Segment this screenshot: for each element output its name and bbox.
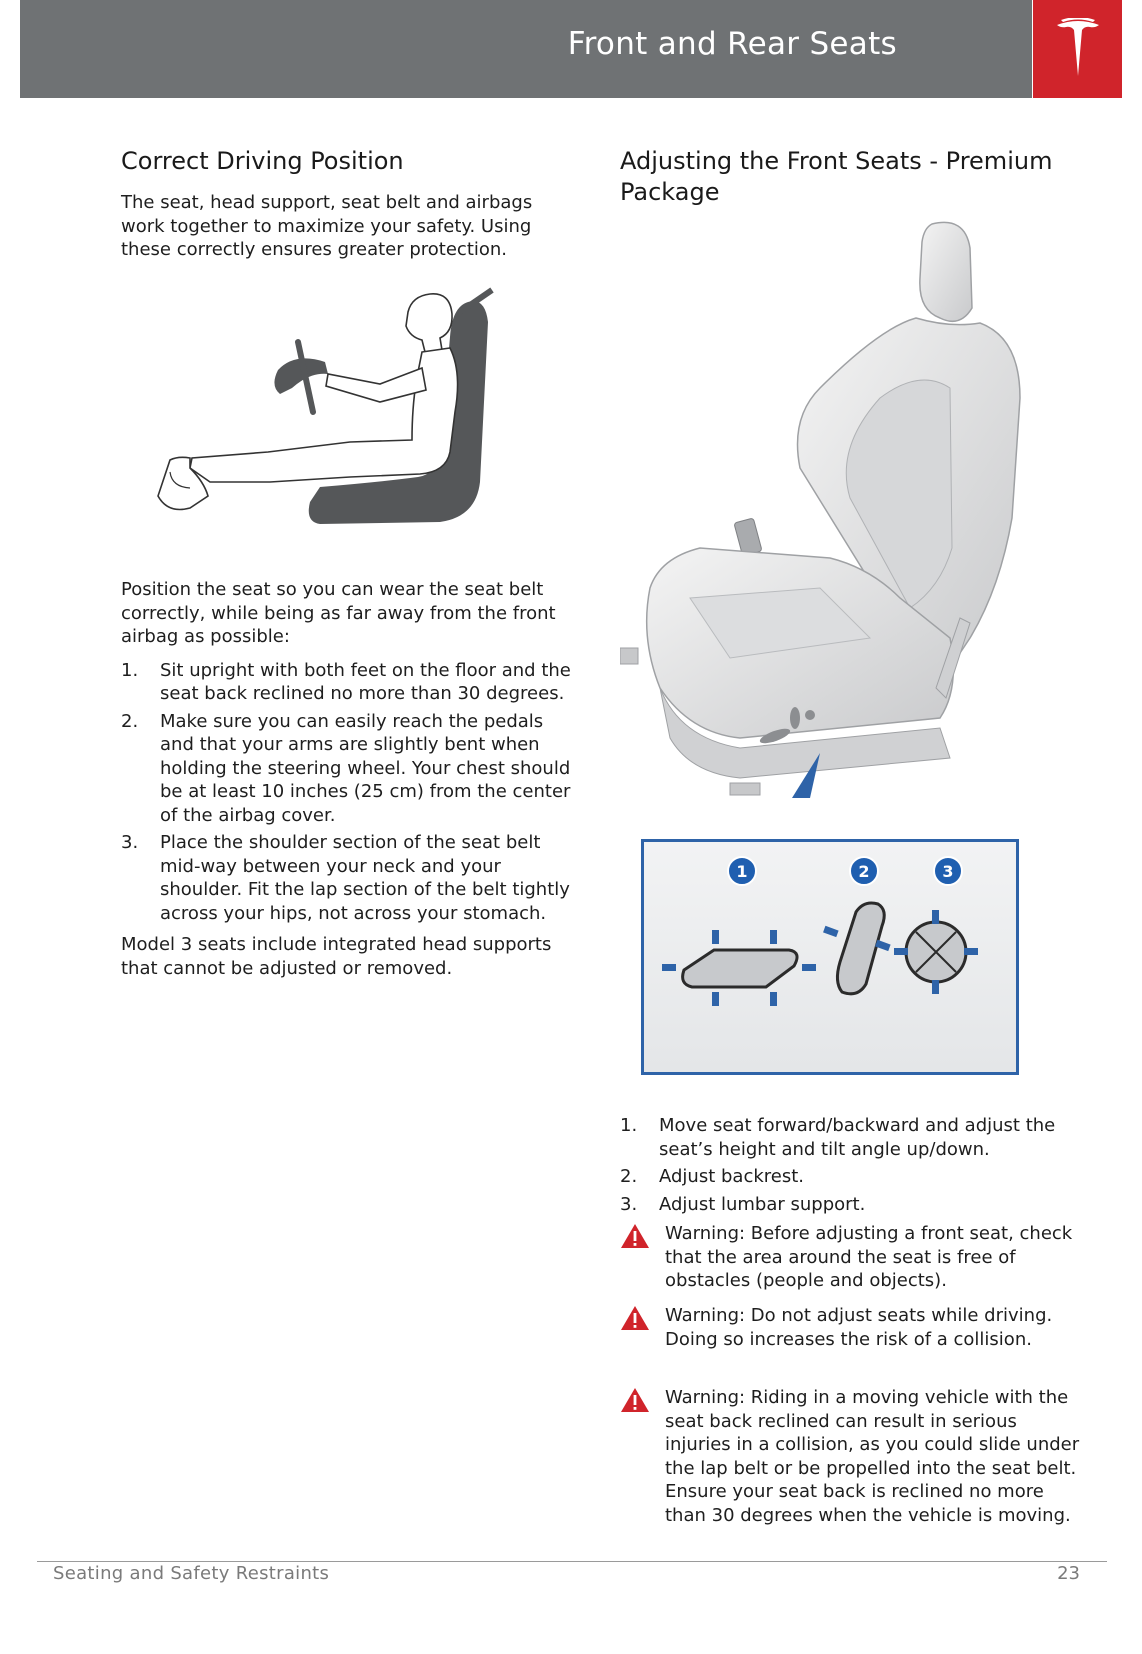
warning-block: [620, 1222, 1080, 1293]
list-text: Sit upright with both feet on the floor and the seat back reclined no more than 30 degrees.: [160, 659, 571, 704]
callout-2-label: 2: [858, 862, 870, 881]
list-number: 3.: [121, 832, 139, 853]
warning-label: Warning:: [665, 1223, 746, 1244]
list-item: [620, 1193, 1080, 1217]
header-bar: [20, 0, 1032, 98]
list-text: Place the shoulder section of the seat belt mid-way between your neck and your shoulder. Fit the lap section of the belt tightly across your hips, not across your stomach.: [160, 832, 570, 924]
list-item: [121, 659, 581, 706]
list-item: [121, 831, 581, 925]
seat-controls-diagram: [644, 842, 1016, 1072]
section-heading-front-seats: Adjusting the Front Seats - Premium Package: [620, 147, 1053, 206]
warning-icon: [620, 1387, 650, 1413]
list-item: [620, 1114, 1080, 1161]
warning-body: Before adjusting a front seat, check that the area around the seat is free of obstacles (people and objects).: [665, 1223, 1073, 1291]
callout-1-label: 1: [736, 862, 748, 881]
warning-icon: [620, 1223, 650, 1249]
warning-block: [620, 1304, 1080, 1351]
list-text: Make sure you can easily reach the pedals and that your arms are slightly bent when holding the steering wheel. Your chest should be at least 10 inches (25 cm) from the center of the airbag cover.: [160, 710, 571, 826]
position-paragraph: Position the seat so you can wear the seat belt correctly, while being as far away from the front airbag as possible:: [121, 579, 556, 647]
page-title: Front and Rear Seats: [567, 26, 897, 62]
page-number: 23: [1057, 1563, 1080, 1584]
seat-controls-list: [620, 1114, 1080, 1216]
list-number: 3.: [620, 1193, 638, 1215]
tesla-logo-icon: [1055, 18, 1101, 76]
driving-steps-list: [121, 659, 581, 926]
left-body: [121, 578, 581, 980]
warning-icon: [620, 1305, 650, 1331]
list-item: [121, 710, 581, 828]
list-item: [620, 1165, 1080, 1189]
warning-text: [620, 1222, 1080, 1293]
warning-block: [620, 1386, 1080, 1527]
list-text: Move seat forward/backward and adjust the seat’s height and tilt angle up/down.: [659, 1115, 1056, 1160]
left-column: [121, 146, 576, 262]
driving-position-illustration: [150, 282, 510, 552]
list-text: Adjust backrest.: [659, 1166, 805, 1187]
warning-text: [620, 1304, 1080, 1351]
right-body: [620, 1104, 1080, 1220]
intro-paragraph: The seat, head support, seat belt and airbags work together to maximize your safety. Using these correctly ensures greater protection.: [121, 192, 533, 260]
brand-box: [1033, 0, 1122, 98]
warning-label: Warning:: [665, 1387, 746, 1408]
warning-body: Do not adjust seats while driving. Doing so increases the risk of a collision.: [665, 1305, 1053, 1350]
list-number: 1.: [121, 659, 139, 681]
warning-body: Riding in a moving vehicle with the seat back reclined can result in serious injuries in a collision, as you could slide under the lap belt or be propelled into the seat belt. Ensure your seat back is reclined no more than 30 degrees when the vehicle is moving.: [665, 1387, 1080, 1526]
front-seat-illustration: [620, 218, 1060, 838]
callout-3-label: 3: [942, 862, 954, 881]
head-support-paragraph: Model 3 seats include integrated head supports that cannot be adjusted or removed.: [121, 934, 552, 979]
list-number: 1.: [620, 1115, 638, 1136]
backrest-switch: [837, 903, 884, 994]
list-number: 2.: [620, 1166, 638, 1187]
right-column: [620, 146, 1080, 222]
warning-text: [620, 1386, 1080, 1527]
seat-position-switch: [683, 950, 797, 987]
seat-controls-callout: [641, 839, 1019, 1075]
warning-label: Warning:: [665, 1305, 746, 1326]
footer-section-name: Seating and Safety Restraints: [53, 1563, 330, 1584]
list-text: Adjust lumbar support.: [659, 1193, 866, 1215]
footer-divider: [37, 1561, 1107, 1562]
list-number: 2.: [121, 710, 139, 732]
section-heading-driving-position: Correct Driving Position: [121, 147, 404, 175]
